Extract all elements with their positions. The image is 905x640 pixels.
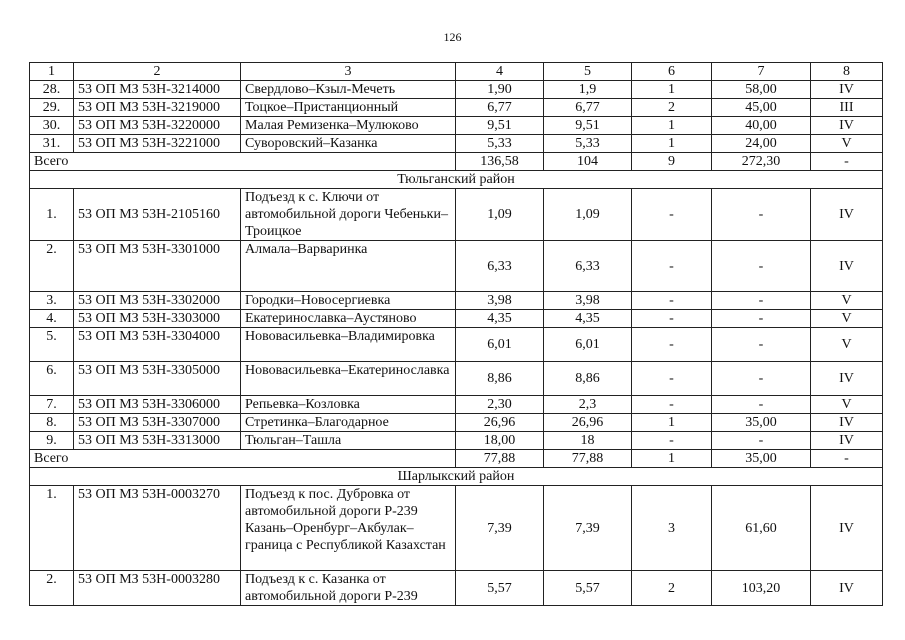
table-row [30,396,883,414]
bridges-length: 45,00 [712,99,811,117]
length-total: 18,00 [456,432,544,450]
road-category: IV [811,117,883,135]
bridges-count: - [632,310,712,328]
header-row [30,63,883,81]
road-name: Репьевка–Козловка [241,396,456,414]
total-bridges: 1 [632,450,712,468]
bridges-count: 2 [632,99,712,117]
row-number: 28. [30,81,74,99]
road-category: IV [811,414,883,432]
road-name: Тюльган–Ташла [241,432,456,450]
column-header-8: 8 [811,63,883,81]
bridges-count: 1 [632,117,712,135]
road-code: 53 ОП МЗ 53Н-3306000 [74,396,241,414]
bridges-count: - [632,189,712,241]
road-category: V [811,310,883,328]
table-row [30,241,883,292]
road-code: 53 ОП МЗ 53Н-2105160 [74,189,241,241]
road-name: Нововасильевка–Владимировка [241,328,456,362]
length-total: 5,57 [456,571,544,606]
length-paved: 7,39 [544,486,632,571]
length-total: 5,33 [456,135,544,153]
bridges-length: 24,00 [712,135,811,153]
total-paved: 77,88 [544,450,632,468]
row-number: 31. [30,135,74,153]
bridges-count: 3 [632,486,712,571]
road-category: IV [811,362,883,396]
total-paved: 104 [544,153,632,171]
length-total: 6,77 [456,99,544,117]
bridges-count: - [632,241,712,292]
column-header-2: 2 [74,63,241,81]
table-row [30,328,883,362]
length-total: 2,30 [456,396,544,414]
road-code: 53 ОП МЗ 53Н-0003280 [74,571,241,606]
row-number: 9. [30,432,74,450]
district-title: Тюльганский район [30,171,883,189]
length-total: 8,86 [456,362,544,396]
column-header-6: 6 [632,63,712,81]
road-category: IV [811,571,883,606]
length-paved: 4,35 [544,310,632,328]
road-name: Алмала–Варваринка [241,241,456,292]
roads-table [29,62,883,606]
total-label: Всего [30,153,456,171]
bridges-count: 1 [632,135,712,153]
road-category: IV [811,241,883,292]
road-name: Подъезд к с. Ключи от автомобильной дороги Чебеньки–Троицкое [241,189,456,241]
row-number: 3. [30,292,74,310]
road-name: Екатеринославка–Аустяново [241,310,456,328]
length-total: 1,09 [456,189,544,241]
road-name: Суворовский–Казанка [241,135,456,153]
length-total: 6,33 [456,241,544,292]
total-label: Всего [30,450,456,468]
bridges-length: - [712,396,811,414]
page-number: 126 [443,30,462,44]
road-name: Свердлово–Кзыл-Мечеть [241,81,456,99]
road-name: Подъезд к с. Казанка от автомобильной дороги Р-239 [241,571,456,606]
road-category: V [811,135,883,153]
length-total: 3,98 [456,292,544,310]
table-row [30,81,883,99]
road-category: IV [811,432,883,450]
bridges-length: - [712,362,811,396]
table-row [30,414,883,432]
length-paved: 1,9 [544,81,632,99]
bridges-length: - [712,189,811,241]
total-length: 136,58 [456,153,544,171]
length-total: 6,01 [456,328,544,362]
table-row [30,99,883,117]
road-code: 53 ОП МЗ 53Н-3219000 [74,99,241,117]
bridges-count: - [632,432,712,450]
row-number: 30. [30,117,74,135]
row-number: 5. [30,328,74,362]
length-paved: 3,98 [544,292,632,310]
row-number: 7. [30,396,74,414]
road-code: 53 ОП МЗ 53Н-3302000 [74,292,241,310]
total-bridges-length: 35,00 [712,450,811,468]
bridges-count: 1 [632,81,712,99]
road-category: III [811,99,883,117]
road-code: 53 ОП МЗ 53Н-3304000 [74,328,241,362]
bridges-count: - [632,328,712,362]
length-paved: 8,86 [544,362,632,396]
road-name: Малая Ремизенка–Мулюково [241,117,456,135]
length-paved: 1,09 [544,189,632,241]
road-code: 53 ОП МЗ 53Н-3303000 [74,310,241,328]
road-code: 53 ОП МЗ 53Н-0003270 [74,486,241,571]
total-bridges-length: 272,30 [712,153,811,171]
road-name: Нововасильевка–Екатеринославка [241,362,456,396]
bridges-length: - [712,432,811,450]
table-row [30,135,883,153]
table-row [30,292,883,310]
bridges-count: - [632,362,712,396]
total-category: - [811,450,883,468]
length-paved: 18 [544,432,632,450]
road-code: 53 ОП МЗ 53Н-3313000 [74,432,241,450]
row-number: 2. [30,571,74,606]
table-row [30,189,883,241]
row-number: 8. [30,414,74,432]
bridges-length: - [712,328,811,362]
row-number: 1. [30,486,74,571]
bridges-count: - [632,396,712,414]
length-total: 7,39 [456,486,544,571]
column-header-4: 4 [456,63,544,81]
bridges-count: 2 [632,571,712,606]
total-row [30,153,883,171]
length-total: 1,90 [456,81,544,99]
length-total: 9,51 [456,117,544,135]
bridges-length: - [712,292,811,310]
length-paved: 26,96 [544,414,632,432]
bridges-length: 40,00 [712,117,811,135]
column-header-5: 5 [544,63,632,81]
length-paved: 9,51 [544,117,632,135]
bridges-count: 1 [632,414,712,432]
bridges-length: 58,00 [712,81,811,99]
road-code: 53 ОП МЗ 53Н-3220000 [74,117,241,135]
total-row [30,450,883,468]
road-code: 53 ОП МЗ 53Н-3214000 [74,81,241,99]
road-name: Подъезд к пос. Дубровка от автомобильной дороги Р-239 Казань–Оренбург–Акбулак–граница с Республикой Казахстан [241,486,456,571]
length-paved: 6,77 [544,99,632,117]
road-name: Тоцкое–Пристанционный [241,99,456,117]
row-number: 6. [30,362,74,396]
road-category: V [811,396,883,414]
total-length: 77,88 [456,450,544,468]
column-header-7: 7 [712,63,811,81]
table-row [30,310,883,328]
row-number: 29. [30,99,74,117]
road-code: 53 ОП МЗ 53Н-3307000 [74,414,241,432]
row-number: 1. [30,189,74,241]
table-row [30,571,883,606]
bridges-length: 103,20 [712,571,811,606]
district-title: Шарлыкский район [30,468,883,486]
road-category: V [811,328,883,362]
total-category: - [811,153,883,171]
length-total: 26,96 [456,414,544,432]
road-code: 53 ОП МЗ 53Н-3305000 [74,362,241,396]
length-paved: 2,3 [544,396,632,414]
bridges-length: - [712,310,811,328]
road-category: IV [811,486,883,571]
road-category: V [811,292,883,310]
column-header-1: 1 [30,63,74,81]
road-code: 53 ОП МЗ 53Н-3221000 [74,135,241,153]
road-name: Городки–Новосергиевка [241,292,456,310]
row-number: 4. [30,310,74,328]
road-category: IV [811,81,883,99]
column-header-3: 3 [241,63,456,81]
table-row [30,432,883,450]
road-code: 53 ОП МЗ 53Н-3301000 [74,241,241,292]
table-row [30,362,883,396]
bridges-count: - [632,292,712,310]
bridges-length: 35,00 [712,414,811,432]
table-row [30,486,883,571]
district-row [30,171,883,189]
row-number: 2. [30,241,74,292]
length-paved: 5,57 [544,571,632,606]
length-paved: 6,01 [544,328,632,362]
district-row [30,468,883,486]
bridges-length: 61,60 [712,486,811,571]
bridges-length: - [712,241,811,292]
length-total: 4,35 [456,310,544,328]
length-paved: 6,33 [544,241,632,292]
road-name: Стретинка–Благодарное [241,414,456,432]
road-category: IV [811,189,883,241]
length-paved: 5,33 [544,135,632,153]
total-bridges: 9 [632,153,712,171]
table-row [30,117,883,135]
